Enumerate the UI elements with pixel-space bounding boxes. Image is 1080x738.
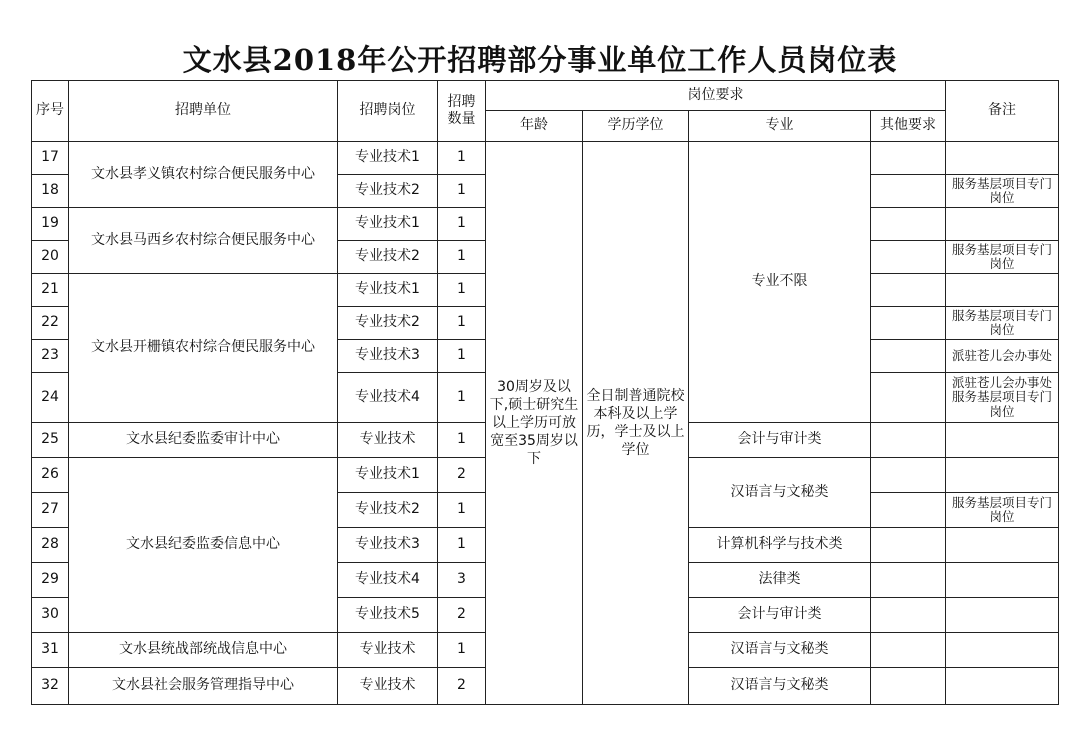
row-post: 专业技术 [338, 423, 438, 458]
row-seq: 31 [32, 633, 69, 668]
row-count: 2 [438, 458, 486, 493]
header-count: 招聘 数量 [438, 81, 486, 142]
row-count: 1 [438, 373, 486, 423]
header-requirements: 岗位要求 [486, 81, 946, 111]
row-seq: 25 [32, 423, 69, 458]
major-cell: 会计与审计类 [689, 423, 871, 458]
row-post: 专业技术2 [338, 307, 438, 340]
header-other: 其他要求 [871, 111, 946, 142]
row-count: 1 [438, 175, 486, 208]
remark-cell [946, 633, 1059, 668]
row-post: 专业技术4 [338, 563, 438, 598]
row-count: 1 [438, 633, 486, 668]
unit-cell: 文水县马西乡农村综合便民服务中心 [69, 208, 338, 274]
row-seq: 24 [32, 373, 69, 423]
other-cell [871, 241, 946, 274]
unit-cell: 文水县开栅镇农村综合便民服务中心 [69, 274, 338, 423]
row-post: 专业技术1 [338, 274, 438, 307]
other-cell [871, 423, 946, 458]
remark-cell [946, 142, 1059, 175]
row-seq: 17 [32, 142, 69, 175]
table-row [32, 142, 1059, 175]
remark-cell [946, 458, 1059, 493]
header-unit: 招聘单位 [69, 81, 338, 142]
header-seq: 序号 [32, 81, 69, 142]
unit-cell: 文水县孝义镇农村综合便民服务中心 [69, 142, 338, 208]
remark-cell [946, 528, 1059, 563]
remark-cell [946, 563, 1059, 598]
header-post: 招聘岗位 [338, 81, 438, 142]
row-count: 1 [438, 274, 486, 307]
row-count: 1 [438, 423, 486, 458]
row-post: 专业技术 [338, 633, 438, 668]
row-count: 2 [438, 668, 486, 705]
row-seq: 28 [32, 528, 69, 563]
page-title: 文水县2018年公开招聘部分事业单位工作人员岗位表 [182, 43, 898, 77]
other-cell [871, 307, 946, 340]
major-cell: 专业不限 [689, 142, 871, 423]
header-age: 年龄 [486, 111, 583, 142]
row-count: 1 [438, 307, 486, 340]
row-post: 专业技术5 [338, 598, 438, 633]
row-count: 1 [438, 208, 486, 241]
remark-cell [946, 208, 1059, 241]
other-cell [871, 208, 946, 241]
row-post: 专业技术1 [338, 208, 438, 241]
row-post: 专业技术3 [338, 528, 438, 563]
row-count: 1 [438, 241, 486, 274]
remark-cell: 服务基层项目专门岗位 [946, 175, 1059, 208]
row-count: 1 [438, 493, 486, 528]
other-cell [871, 340, 946, 373]
row-seq: 29 [32, 563, 69, 598]
major-cell: 汉语言与文秘类 [689, 633, 871, 668]
row-seq: 19 [32, 208, 69, 241]
row-post: 专业技术 [338, 668, 438, 705]
other-cell [871, 274, 946, 307]
other-cell [871, 528, 946, 563]
row-count: 2 [438, 598, 486, 633]
header-remark: 备注 [946, 81, 1059, 142]
row-seq: 18 [32, 175, 69, 208]
other-cell [871, 142, 946, 175]
row-seq: 21 [32, 274, 69, 307]
row-seq: 23 [32, 340, 69, 373]
unit-cell: 文水县纪委监委审计中心 [69, 423, 338, 458]
other-cell [871, 493, 946, 528]
row-seq: 20 [32, 241, 69, 274]
major-cell: 汉语言与文秘类 [689, 458, 871, 528]
remark-cell: 派驻苍儿会办事处 [946, 340, 1059, 373]
row-seq: 32 [32, 668, 69, 705]
row-count: 1 [438, 142, 486, 175]
remark-cell [946, 274, 1059, 307]
education-requirement: 全日制普通院校本科及以上学历，学士及以上学位 [583, 142, 689, 705]
header-education: 学历学位 [583, 111, 689, 142]
row-post: 专业技术1 [338, 142, 438, 175]
row-seq: 22 [32, 307, 69, 340]
remark-cell: 服务基层项目专门岗位 [946, 307, 1059, 340]
row-count: 3 [438, 563, 486, 598]
row-seq: 27 [32, 493, 69, 528]
position-table [31, 80, 1059, 705]
remark-cell [946, 423, 1059, 458]
unit-cell: 文水县社会服务管理指导中心 [69, 668, 338, 705]
row-seq: 30 [32, 598, 69, 633]
major-cell: 计算机科学与技术类 [689, 528, 871, 563]
remark-cell [946, 668, 1059, 705]
remark-cell: 服务基层项目专门岗位 [946, 493, 1059, 528]
row-post: 专业技术2 [338, 175, 438, 208]
row-seq: 26 [32, 458, 69, 493]
row-count: 1 [438, 340, 486, 373]
row-count: 1 [438, 528, 486, 563]
age-requirement: 30周岁及以下,硕士研究生以上学历可放宽至35周岁以下 [486, 142, 583, 705]
unit-cell: 文水县统战部统战信息中心 [69, 633, 338, 668]
other-cell [871, 373, 946, 423]
major-cell: 法律类 [689, 563, 871, 598]
remark-cell: 派驻苍儿会办事处服务基层项目专门岗位 [946, 373, 1059, 423]
remark-cell: 服务基层项目专门岗位 [946, 241, 1059, 274]
row-post: 专业技术4 [338, 373, 438, 423]
major-cell: 汉语言与文秘类 [689, 668, 871, 705]
major-cell: 会计与审计类 [689, 598, 871, 633]
row-post: 专业技术2 [338, 241, 438, 274]
remark-cell [946, 598, 1059, 633]
other-cell [871, 598, 946, 633]
unit-cell: 文水县纪委监委信息中心 [69, 458, 338, 633]
other-cell [871, 175, 946, 208]
row-post: 专业技术1 [338, 458, 438, 493]
row-post: 专业技术2 [338, 493, 438, 528]
header-major: 专业 [689, 111, 871, 142]
other-cell [871, 668, 946, 705]
other-cell [871, 458, 946, 493]
other-cell [871, 633, 946, 668]
row-post: 专业技术3 [338, 340, 438, 373]
other-cell [871, 563, 946, 598]
